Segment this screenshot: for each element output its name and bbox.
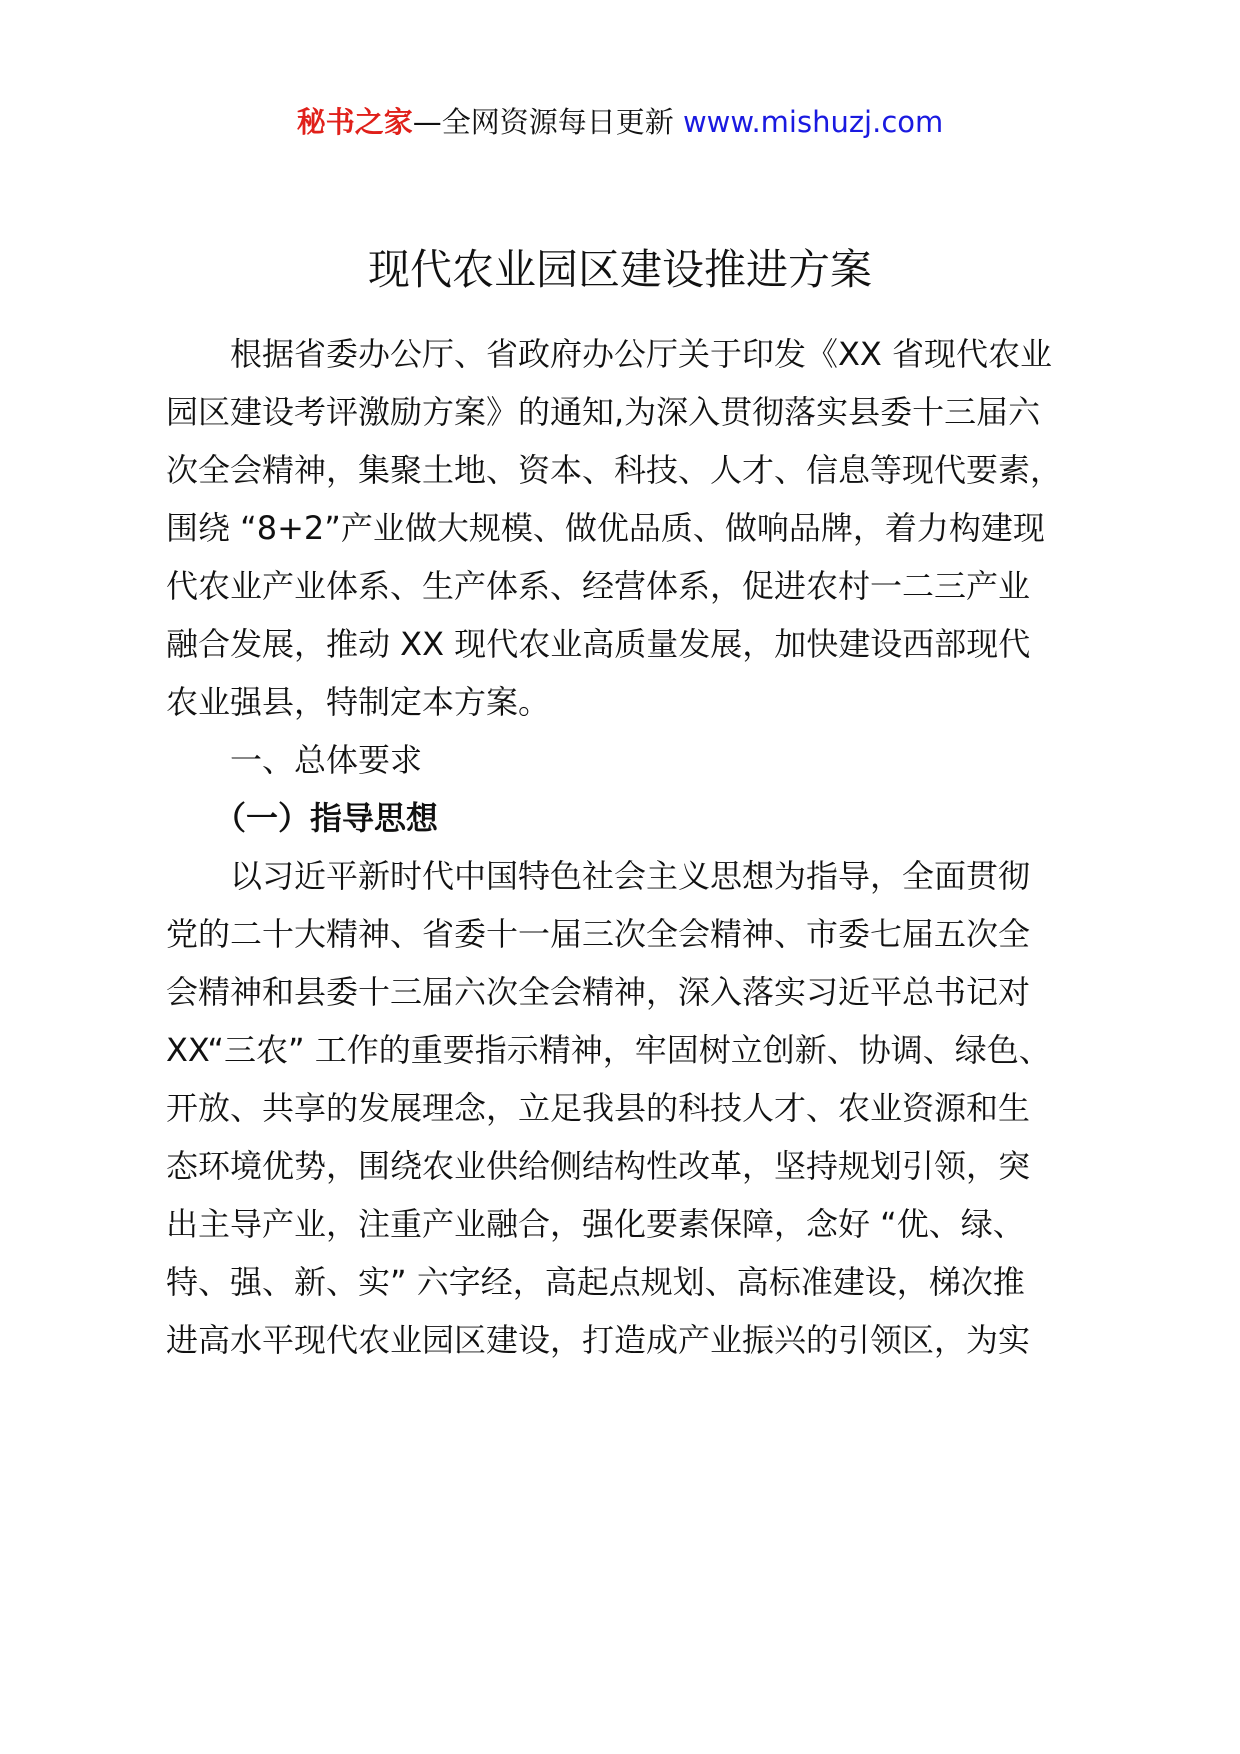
section-heading: 一、总体要求 [230,741,423,779]
subsection-heading: （一）指导思想 [214,799,439,837]
paragraph-line: 开放、共享的发展理念，立足我县的科技人才、农业资源和生 [166,1089,1031,1127]
paragraph-line: 出主导产业，注重产业融合，强化要素保障，念好 “优、绿、 [166,1205,1025,1243]
paragraph-line: 围绕 “8+2”产业做大规模、做优品质、做响品牌，着力构建现 [166,509,1045,547]
paragraph-line: 融合发展，推动 XX 现代农业高质量发展，加快建设西部现代 [166,625,1031,663]
paragraph-line: 会精神和县委十三届六次全会精神，深入落实习近平总书记对 [166,973,1031,1011]
paragraph-line: 党的二十大精神、省委十一届三次全会精神、市委七届五次全 [166,915,1031,953]
site-header-banner [0,100,1240,144]
paragraph-line: 代农业产业体系、生产体系、经营体系，促进农村一二三产业 [166,567,1031,605]
site-tagline: —全网资源每日更新 [412,105,683,139]
paragraph-line: 以习近平新时代中国特色社会主义思想为指导，全面贯彻 [230,857,1031,895]
paragraph-line: 特、强、新、实” 六字经，高起点规划、高标准建设，梯次推 [166,1263,1025,1301]
paragraph-line: 根据省委办公厅、省政府办公厅关于印发《XX 省现代农业 [230,335,1053,373]
site-brand: 秘书之家 [296,105,413,139]
paragraph-line: 次全会精神，集聚土地、资本、科技、人才、信息等现代要素， [166,451,1063,489]
paragraph-line: 态环境优势，围绕农业供给侧结构性改革，坚持规划引领，突 [166,1147,1031,1185]
paragraph-line: 进高水平现代农业园区建设，打造成产业振兴的引领区，为实 [166,1321,1031,1359]
site-url-link[interactable]: www.mishuzj.com [682,105,944,139]
paragraph-line: 园区建设考评激励方案》的通知,为深入贯彻落实县委十三届六 [166,393,1041,431]
document-title: 现代农业园区建设推进方案 [367,245,872,294]
paragraph-line: XX“三农” 工作的重要指示精神，牢固树立创新、协调、绿色、 [166,1031,1051,1069]
paragraph-line: 农业强县，特制定本方案。 [166,683,551,721]
